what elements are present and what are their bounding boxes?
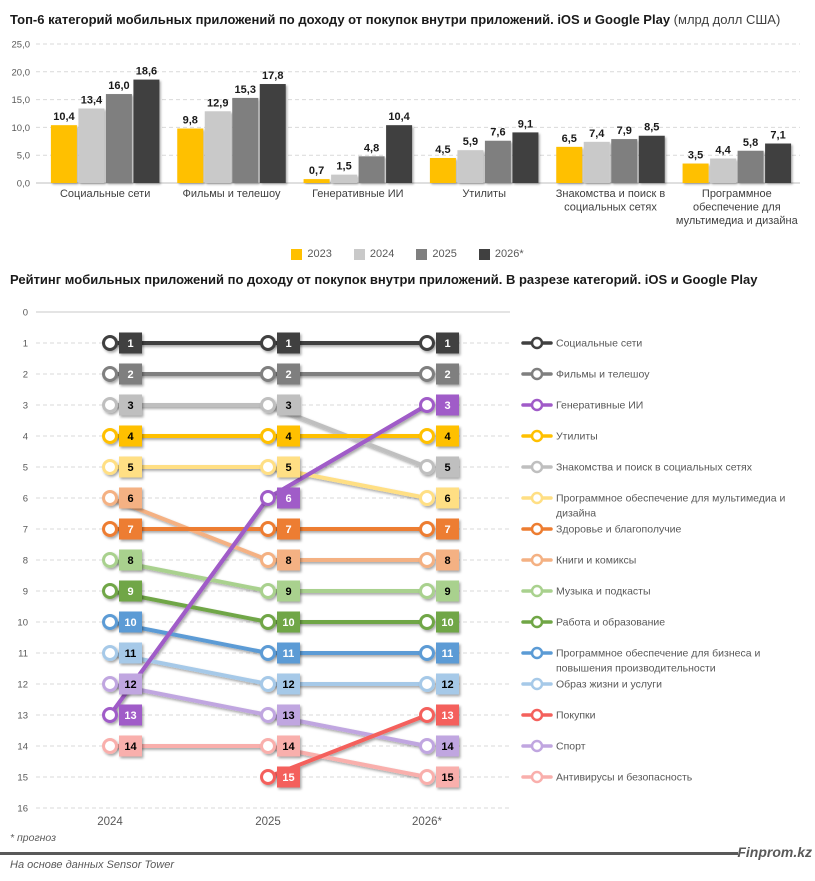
bump-ytick-label: 16 [17,803,28,815]
bar-2025-1 [232,98,258,183]
bump-chart-title: Рейтинг мобильных приложений по доходу от покупок внутри приложений. В разрезе категорий. iOS и Google Play [10,272,758,287]
bump-marker [104,399,117,412]
rank-badge-number: 5 [285,462,292,474]
bump-marker [262,492,275,505]
bump-ytick-label: 14 [17,741,28,753]
bar-value-label: 7,1 [770,129,786,142]
bar-value-label: 5,9 [462,136,479,149]
bump-ytick-label: 8 [22,555,28,567]
bar-chart-title-main: Топ-6 категорий мобильных приложений по доходу от покупок внутри приложений. iOS и Google Play [10,12,671,27]
bump-ytick-label: 12 [17,679,28,691]
bump-marker [104,337,117,350]
bar-2023-0 [51,125,77,183]
rank-badge-number: 13 [282,710,295,722]
bump-ytick-label: 7 [22,524,28,536]
rank-badge-number: 15 [441,772,454,784]
bump-legend-swatch-circle [532,617,542,627]
bar-value-label: 7,9 [616,125,632,138]
bar-ytick-label: 25,0 [11,39,30,51]
legend-label: 2024 [369,248,395,260]
bump-legend-swatch-circle [532,400,542,410]
bump-chart [0,295,815,835]
bar-category-label: Генеративные ИИ [312,188,404,200]
rank-badge-number: 14 [124,741,137,753]
bar-chart [0,35,815,245]
bar-value-label: 10,4 [53,111,75,124]
rank-badge-number: 8 [444,555,451,567]
rank-badge-number: 4 [127,431,134,443]
bump-ytick-label: 1 [22,338,28,350]
bump-marker [421,616,434,629]
bump-legend-swatch-circle [532,431,542,441]
bump-marker [262,337,275,350]
bump-legend-label: Антивирусы и безопасность [556,771,693,784]
bar-value-label: 12,9 [207,97,229,110]
bump-legend-label: Генеративные ИИ [556,399,644,412]
bump-ytick-label: 9 [22,586,28,598]
bar-value-label: 4,5 [435,143,451,156]
bar-legend-item-2023 [291,248,331,260]
bump-legend-label: Утилиты [556,430,598,443]
bump-marker [421,492,434,505]
bump-marker [104,709,117,722]
rank-badge-number: 7 [444,524,451,536]
bump-marker [421,523,434,536]
bar-value-label: 0,7 [308,165,325,178]
rank-badge-number: 8 [127,555,134,567]
rank-badge-number: 13 [441,710,454,722]
bump-legend-label: Здоровье и благополучие [556,523,682,536]
bump-legend-label: Образ жизни и услуги [556,678,662,691]
bar-2024-0 [78,108,104,183]
bar-value-label: 4,4 [715,144,731,157]
bump-xtick-label: 2024 [97,816,123,828]
bar-value-label: 10,4 [388,111,410,124]
bar-category-label: Программное обеспечение для мультимедиа и дизайна [675,188,798,227]
rank-badge-number: 7 [127,524,134,536]
bar-category-label: Социальные сети [59,188,151,200]
bar-value-label: 13,4 [80,94,103,107]
rank-badge-number: 8 [285,555,292,567]
legend-label: 2023 [307,248,332,260]
bump-ytick-label: 4 [22,431,28,443]
rank-badge-number: 12 [441,679,454,691]
bump-marker [421,554,434,567]
bar-ytick-label: 20,0 [11,67,30,79]
bar-category-label: Знакомства и поиск в социальных сетях [555,188,666,214]
legend-swatch-icon [354,249,365,260]
bump-legend-label: Работа и образование [556,616,666,629]
bump-marker [104,430,117,443]
bar-2023-3 [430,158,456,183]
bump-marker [262,740,275,753]
bar-value-label: 18,6 [135,65,158,78]
bar-chart-title-unit: (млрд долл США) [670,12,781,27]
rank-badge-number: 5 [444,462,451,474]
bar-2023-5 [683,164,709,183]
bump-marker [104,523,117,536]
bump-legend-swatch-circle [532,741,542,751]
bump-marker [104,492,117,505]
bar-ytick-label: 0,0 [16,178,30,190]
rank-badge-number: 4 [285,431,292,443]
rank-badge-number: 6 [127,493,134,505]
bump-marker [262,771,275,784]
bump-marker [262,616,275,629]
bar-category-label: Утилиты [462,188,507,200]
rank-badge-number: 3 [127,400,134,412]
rank-badge-number: 3 [444,400,451,412]
bump-marker [421,368,434,381]
bar-value-label: 9,1 [517,118,534,131]
bump-legend-label: Фильмы и телешоу [556,368,650,381]
bump-marker [262,709,275,722]
rank-badge-number: 14 [441,741,454,753]
bar-value-label: 8,5 [644,121,660,134]
bump-legend-label: Спорт [556,740,586,753]
bump-marker [104,678,117,691]
bump-marker [421,740,434,753]
rank-badge-number: 2 [285,369,292,381]
bump-ytick-label: 0 [22,307,28,319]
bar-value-label: 7,4 [589,127,605,140]
bump-marker [421,399,434,412]
bump-legend-swatch-circle [532,555,542,565]
bump-marker [104,616,117,629]
rank-badge-number: 6 [444,493,451,505]
bar-value-label: 16,0 [108,80,130,93]
bump-ytick-label: 5 [22,462,28,474]
bump-legend-label: Покупки [556,709,596,722]
rank-badge-number: 6 [285,493,292,505]
bump-legend-swatch-circle [532,369,542,379]
bar-value-label: 17,8 [262,70,284,83]
rank-badge-number: 5 [127,462,134,474]
rank-badge-number: 13 [124,710,137,722]
rank-badge-number: 4 [444,431,451,443]
bar-chart-legend [0,248,815,260]
bump-marker [104,740,117,753]
bar-2023-1 [177,129,203,183]
bump-legend-swatch-circle [532,586,542,596]
bump-legend-swatch-circle [532,772,542,782]
rank-badge-number: 10 [441,617,454,629]
bump-marker [262,523,275,536]
bump-marker [262,647,275,660]
bar-2026*-5 [765,144,791,183]
bar-value-label: 9,8 [182,114,198,127]
bump-xtick-label: 2026* [411,816,443,828]
rank-badge-number: 12 [282,679,295,691]
source-note: На основе данных Sensor Tower [10,859,174,871]
rank-badge-number: 15 [282,772,295,784]
rank-badge-number: 10 [124,617,137,629]
bar-2025-5 [738,151,764,183]
bump-legend-swatch-circle [532,679,542,689]
bar-2023-2 [304,179,330,183]
bar-2026*-1 [260,84,286,183]
bump-marker [262,368,275,381]
bump-marker [421,678,434,691]
bump-marker [104,368,117,381]
bar-2026*-4 [639,136,665,183]
bar-value-label: 7,6 [490,126,506,139]
bump-ytick-label: 15 [17,772,28,784]
rank-badge-number: 3 [285,400,292,412]
bump-legend-label: Книги и комиксы [556,554,637,567]
bar-2026*-3 [512,132,538,183]
bar-2024-5 [710,159,736,183]
bump-ytick-label: 11 [18,648,28,660]
legend-label: 2025 [432,248,457,260]
rank-badge-number: 7 [285,524,292,536]
bar-value-label: 1,5 [336,160,352,173]
bump-xtick-label: 2025 [255,816,281,828]
bump-legend-swatch-circle [532,462,542,472]
rank-badge-number: 9 [127,586,134,598]
bump-legend-swatch-circle [532,648,542,658]
bar-2026*-0 [133,80,159,183]
bump-ytick-label: 10 [17,617,28,629]
bump-marker [421,585,434,598]
bar-category-label: Фильмы и телешоу [182,188,281,200]
rank-badge-number: 1 [127,338,134,350]
rank-badge-number: 2 [127,369,134,381]
bump-marker [262,585,275,598]
bump-marker [262,554,275,567]
bump-marker [262,461,275,474]
rank-badge-number: 11 [441,648,454,660]
bump-marker [421,461,434,474]
rank-badge-number: 12 [124,679,137,691]
bump-marker [104,647,117,660]
bump-ytick-label: 6 [22,493,28,505]
bump-marker [262,430,275,443]
bar-2024-4 [584,142,610,183]
rank-badge-number: 11 [282,648,295,660]
bar-ytick-label: 5,0 [16,150,30,162]
legend-label: 2026* [494,248,524,260]
bar-value-label: 4,8 [363,142,380,155]
finprom-logo: Finprom.kz [737,844,812,860]
bump-ytick-label: 3 [22,400,28,412]
rank-badge-number: 11 [124,648,137,660]
bar-value-label: 5,8 [742,136,759,149]
rank-badge-number: 9 [285,586,292,598]
bar-ytick-label: 15,0 [11,95,30,107]
bar-value-label: 6,5 [561,132,577,145]
bar-2023-4 [556,147,582,183]
bump-legend-label: Музыка и подкасты [556,585,651,598]
bump-legend-label: Программное обеспечение для бизнеса и повышения производительности [556,647,761,675]
bar-2025-4 [611,139,637,183]
bar-ytick-label: 10,0 [11,122,30,134]
bump-marker [262,399,275,412]
rank-badge-number: 14 [282,741,295,753]
bar-legend-item-2024 [354,248,394,260]
rank-badge-number: 1 [285,338,292,350]
bar-2024-1 [205,111,231,183]
bar-2024-3 [457,150,483,183]
bar-2025-3 [485,141,511,183]
bump-marker [421,647,434,660]
legend-swatch-icon [416,249,427,260]
legend-swatch-icon [291,249,302,260]
rank-badge-number: 10 [282,617,295,629]
bar-value-label: 3,5 [687,149,704,162]
bump-marker [421,709,434,722]
rank-badge-number: 9 [444,586,451,598]
bump-marker [421,337,434,350]
bump-ytick-label: 2 [22,369,28,381]
bump-marker [104,585,117,598]
bump-legend-swatch-circle [532,524,542,534]
bump-marker [262,678,275,691]
bar-legend-item-2025 [416,248,456,260]
bar-value-label: 15,3 [234,83,256,96]
bar-chart-title [10,12,809,28]
rank-badge-number: 2 [444,369,451,381]
rank-badge-number: 1 [444,338,451,350]
footer-rule [0,852,738,855]
bump-legend-swatch-circle [532,493,542,503]
bar-2025-2 [359,156,385,183]
bump-legend-label: Знакомства и поиск в социальных сетях [556,461,752,474]
bump-legend-label: Социальные сети [556,337,643,350]
bump-legend-swatch-circle [532,710,542,720]
bump-legend-swatch-circle [532,338,542,348]
bump-legend-label: Программное обеспечение для мультимедиа и дизайна [556,492,786,520]
bump-ytick-label: 13 [17,710,28,722]
bar-2026*-2 [386,125,412,183]
bar-2025-0 [106,94,132,183]
prognosis-note: * прогноз [10,832,57,844]
bump-marker [421,771,434,784]
bump-marker [104,461,117,474]
bar-legend-item-2026* [479,248,524,260]
bump-marker [104,554,117,567]
bump-marker [421,430,434,443]
legend-swatch-icon [479,249,490,260]
bar-2024-2 [331,175,357,183]
